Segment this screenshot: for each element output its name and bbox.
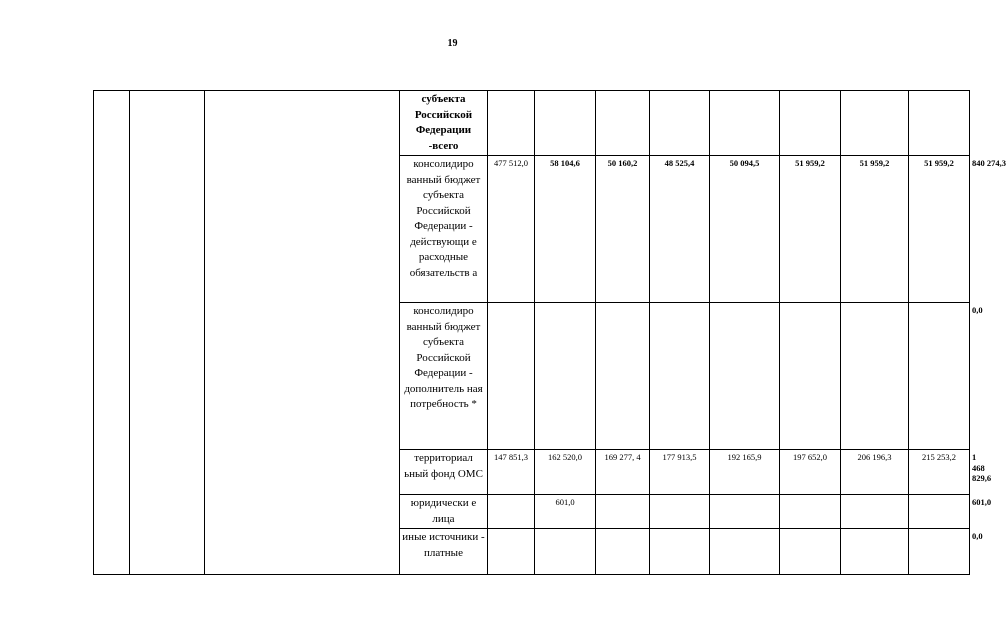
value-cell: 162 520,0 (535, 450, 596, 495)
value-cell (710, 303, 780, 450)
value-cell (710, 529, 780, 575)
value-cell (780, 303, 841, 450)
value-cell (710, 91, 780, 156)
value-cell: 169 277, 4 (596, 450, 650, 495)
value-cell: 51 959,2 (780, 156, 841, 303)
value-cell (780, 529, 841, 575)
value-cell: 50 160,2 (596, 156, 650, 303)
cell-col-3 (205, 91, 400, 575)
value-cell: 197 652,0 (780, 450, 841, 495)
value-cell (650, 495, 710, 529)
value-cell: 215 253,2 (909, 450, 970, 495)
value-cell: 50 094,5 (710, 156, 780, 303)
value-cell (909, 91, 970, 156)
value-cell (596, 303, 650, 450)
table-row: иные источники - платные 0,0 (94, 529, 970, 575)
source-cell: субъекта Российской Федерации -всего (400, 91, 488, 156)
value-cell: 206 196,3 (841, 450, 909, 495)
value-cell (488, 303, 535, 450)
value-cell: 177 913,5 (650, 450, 710, 495)
value-cell: 601,0 (535, 495, 596, 529)
value-cell (780, 91, 841, 156)
value-cell (596, 495, 650, 529)
value-cell (650, 303, 710, 450)
value-cell (841, 91, 909, 156)
source-cell: консолидиро ванный бюджет субъекта Российской Федерации - действующи е расходные обязательств а (400, 156, 488, 303)
value-cell (909, 303, 970, 450)
value-cell (780, 495, 841, 529)
value-cell (535, 529, 596, 575)
value-cell (650, 529, 710, 575)
value-cell (488, 91, 535, 156)
value-cell (596, 91, 650, 156)
value-cell (535, 303, 596, 450)
cell-col-1 (94, 91, 130, 575)
value-cell: 48 525,4 (650, 156, 710, 303)
value-cell: 147 851,3 (488, 450, 535, 495)
value-cell (909, 495, 970, 529)
value-cell (488, 529, 535, 575)
source-cell: иные источники - платные (400, 529, 488, 575)
table-row: территориал ьный фонд ОМС 147 851,3 162 520,0 169 277, 4 177 913,5 192 165,9 197 652,0 206 196,3 215 253,2 1 468 829,6 (94, 450, 970, 495)
value-cell (596, 529, 650, 575)
page-number: 19 (447, 38, 458, 49)
table-row (94, 91, 970, 156)
value-cell (535, 91, 596, 156)
value-cell (710, 495, 780, 529)
value-cell (650, 91, 710, 156)
value-cell: 51 959,2 (841, 156, 909, 303)
budget-table (93, 90, 1006, 575)
source-cell: территориал ьный фонд ОМС (400, 450, 488, 495)
value-cell: 192 165,9 (710, 450, 780, 495)
value-cell (909, 529, 970, 575)
cell-col-2 (130, 91, 205, 575)
table-row: юридически е лица 601,0 601,0 (94, 495, 970, 529)
value-cell (841, 495, 909, 529)
source-cell: юридически е лица (400, 495, 488, 529)
value-cell (841, 303, 909, 450)
value-cell (841, 529, 909, 575)
source-cell: консолидиро ванный бюджет субъекта Российской Федерации - дополнитель ная потребность * (400, 303, 488, 450)
table-row: консолидиро ванный бюджет субъекта Российской Федерации - действующи е расходные обязательств а 477 512,0 58 104,6 50 160,2 48 525,4 50 094,5 51 959,2 51 959,2 51 959,2 840 274,3 (94, 156, 970, 303)
value-cell (488, 495, 535, 529)
table-row: консолидиро ванный бюджет субъекта Российской Федерации - дополнитель ная потребность * 0,0 (94, 303, 970, 450)
value-cell: 477 512,0 (488, 156, 535, 303)
value-cell: 51 959,2 (909, 156, 970, 303)
value-cell: 58 104,6 (535, 156, 596, 303)
